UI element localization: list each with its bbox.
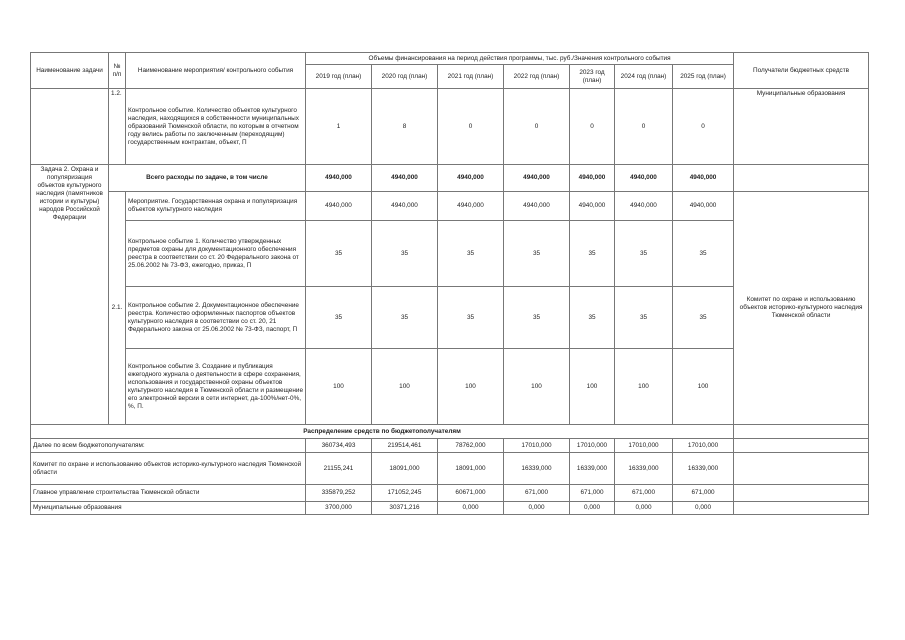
distribution-value: 671,000	[673, 485, 734, 502]
value-cell: 0	[504, 89, 570, 165]
empty-cell	[734, 453, 869, 485]
value-cell: 1	[306, 89, 372, 165]
value-cell: 100	[615, 349, 673, 425]
value-cell: 35	[306, 287, 372, 349]
distribution-value: 16339,000	[504, 453, 570, 485]
distribution-value: 219514,461	[372, 439, 438, 453]
distribution-value: 60671,000	[438, 485, 504, 502]
header-year: 2025 год (план)	[673, 65, 734, 89]
distribution-value: 21155,241	[306, 453, 372, 485]
value-cell: 35	[372, 287, 438, 349]
header-year: 2021 год (план)	[438, 65, 504, 89]
value-cell: 4940,000	[673, 192, 734, 221]
distribution-value: 18091,000	[438, 453, 504, 485]
task-2-name: Задача 2. Охрана и популяризация объектов культурного наследия (памятников истории и культуры) народов Российской Федерации	[31, 165, 109, 425]
header-number: № п/п	[109, 53, 126, 89]
distribution-value: 360734,493	[306, 439, 372, 453]
value-cell: 35	[438, 221, 504, 287]
value-cell: 100	[438, 349, 504, 425]
empty-cell	[734, 485, 869, 502]
event-description: Мероприятие. Государственная охрана и популяризация объектов культурного наследия	[126, 192, 306, 221]
distribution-value: 17010,000	[673, 439, 734, 453]
value-cell: 4940,000	[504, 192, 570, 221]
distribution-value: 335879,252	[306, 485, 372, 502]
distribution-value: 0,000	[504, 502, 570, 515]
header-task-name: Наименование задачи	[31, 53, 109, 89]
task-total-label: Всего расходы по задаче, в том числе	[109, 165, 306, 192]
distribution-value: 16339,000	[570, 453, 615, 485]
event-description: Контрольное событие 1. Количество утвержденных предметов охраны для документационного обеспечения реестра в соответствии со ст. 20 Федерального закона от 25.06.2002 № 73-ФЗ, ежегодно, приказ, П	[126, 221, 306, 287]
total-value: 4940,000	[504, 165, 570, 192]
event-description: Контрольное событие 3. Создание и публикация ежегодного журнала о деятельности в сфере сохранения, использования и государственной охраны объектов культурного наследия в Тюменской области и размещение его электронной версии в сети интернет, да-100%/нет-0%, %, П.	[126, 349, 306, 425]
value-cell: 100	[570, 349, 615, 425]
distribution-value: 671,000	[570, 485, 615, 502]
value-cell: 4940,000	[615, 192, 673, 221]
distribution-value: 16339,000	[615, 453, 673, 485]
header-financing: Объемы финансирования на период действия программы, тыс. руб./Значения контрольного события	[306, 53, 734, 65]
row-number: 2.1.	[109, 192, 126, 425]
value-cell: 100	[306, 349, 372, 425]
value-cell: 35	[570, 221, 615, 287]
value-cell: 35	[306, 221, 372, 287]
distribution-label: Далее по всем бюджетополучателям:	[31, 439, 306, 453]
value-cell: 4940,000	[438, 192, 504, 221]
value-cell: 35	[673, 287, 734, 349]
empty-cell	[734, 165, 869, 192]
total-value: 4940,000	[372, 165, 438, 192]
value-cell: 0	[438, 89, 504, 165]
financing-table	[30, 52, 869, 515]
total-value: 4940,000	[615, 165, 673, 192]
distribution-value: 671,000	[504, 485, 570, 502]
value-cell: 0	[570, 89, 615, 165]
total-value: 4940,000	[673, 165, 734, 192]
value-cell: 100	[673, 349, 734, 425]
empty-cell	[31, 89, 109, 165]
value-cell: 35	[372, 221, 438, 287]
header-year: 2022 год (план)	[504, 65, 570, 89]
value-cell: 100	[504, 349, 570, 425]
empty-cell	[734, 439, 869, 453]
distribution-value: 16339,000	[673, 453, 734, 485]
distribution-value: 0,000	[438, 502, 504, 515]
value-cell: 35	[673, 221, 734, 287]
distribution-value: 17010,000	[504, 439, 570, 453]
distribution-value: 17010,000	[615, 439, 673, 453]
empty-cell	[734, 502, 869, 515]
value-cell: 35	[504, 287, 570, 349]
value-cell: 35	[504, 221, 570, 287]
total-value: 4940,000	[438, 165, 504, 192]
event-description: Контрольное событие 2. Документационное обеспечение реестра. Количество оформленных паспортов объектов культурного наследия в соответствии со ст. 20, 21 Федерального закона от 25.06.2002 № 73-ФЗ, паспорт, П	[126, 287, 306, 349]
value-cell: 4940,000	[306, 192, 372, 221]
distribution-label: Главное управление строительства Тюменской области	[31, 485, 306, 502]
distribution-value: 3700,000	[306, 502, 372, 515]
distribution-title: Распределение средств по бюджетополучателям	[31, 425, 734, 439]
distribution-value: 30371,216	[372, 502, 438, 515]
value-cell: 35	[615, 221, 673, 287]
value-cell: 35	[615, 287, 673, 349]
value-cell: 35	[438, 287, 504, 349]
value-cell: 4940,000	[570, 192, 615, 221]
recipient-cell: Комитет по охране и использованию объектов историко-культурного наследия Тюменской области	[734, 192, 869, 425]
header-event-name: Наименование мероприятия/ контрольного события	[126, 53, 306, 89]
header-year: 2024 год (план)	[615, 65, 673, 89]
total-value: 4940,000	[570, 165, 615, 192]
distribution-label: Муниципальные образования	[31, 502, 306, 515]
header-year: 2019 год (план)	[306, 65, 372, 89]
value-cell: 0	[615, 89, 673, 165]
total-value: 4940,000	[306, 165, 372, 192]
header-year: 2020 год (план)	[372, 65, 438, 89]
value-cell: 100	[372, 349, 438, 425]
distribution-value: 18091,000	[372, 453, 438, 485]
distribution-value: 671,000	[615, 485, 673, 502]
value-cell: 0	[673, 89, 734, 165]
value-cell: 8	[372, 89, 438, 165]
event-description: Контрольное событие. Количество объектов культурного наследия, находящихся в собственности муниципальных образований Тюменской области, по которым в отчетном году велись работы по заключенным (переходящим) государственным контрактам, объект, П	[126, 89, 306, 165]
row-number: 1.2.	[109, 89, 126, 165]
distribution-value: 0,000	[673, 502, 734, 515]
distribution-value: 78762,000	[438, 439, 504, 453]
distribution-value: 0,000	[615, 502, 673, 515]
header-year: 2023 год (план)	[570, 65, 615, 89]
distribution-value: 171052,245	[372, 485, 438, 502]
distribution-label: Комитет по охране и использованию объектов историко-культурного наследия Тюменской области	[31, 453, 306, 485]
recipient-cell: Муниципальные образования	[734, 89, 869, 165]
header-recipients: Получатели бюджетных средств	[734, 53, 869, 89]
distribution-value: 17010,000	[570, 439, 615, 453]
empty-cell	[734, 425, 869, 439]
distribution-value: 0,000	[570, 502, 615, 515]
value-cell: 35	[570, 287, 615, 349]
value-cell: 4940,000	[372, 192, 438, 221]
